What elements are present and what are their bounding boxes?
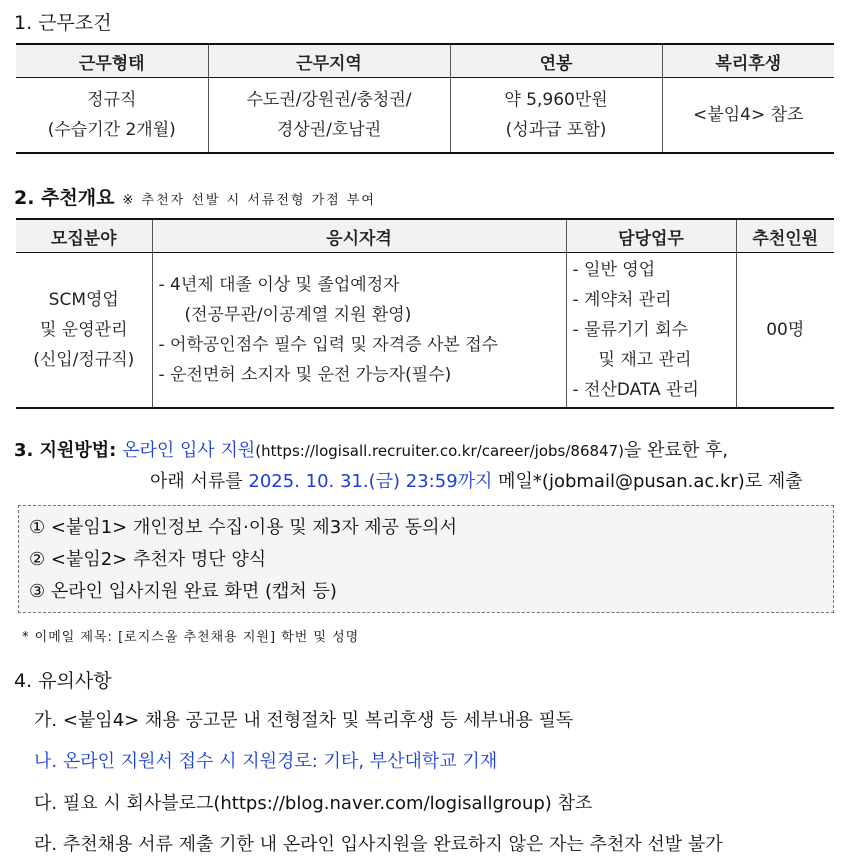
header-qualification: 응시자격 [152,219,566,253]
cell-field [16,253,152,409]
duty-item: - 전산DATA 관리 [572,380,699,400]
section3-label: 3. 지원방법: [14,440,117,461]
email-subject-footnote: * 이메일 제목: [로지스올 추천채용 지원] 학번 및 성명 [22,630,360,645]
cell-duties [566,253,736,409]
notice-item: 라. 추천채용 서류 제출 기한 내 온라인 입사지원을 완료하지 않은 자는 추천자 선발 불가 [34,834,723,855]
after-url-text: 을 완료한 후, [623,440,729,461]
notice-item-highlight: 나. 온라인 지원서 접수 시 지원경로: 기타, 부산대학교 기재 [34,751,498,772]
document-item: ① <붙임1> 개인정보 수집·이용 및 제3자 제공 동의서 [29,517,457,538]
document-item: ② <붙임2> 추천자 명단 양식 [29,549,267,570]
cell-welfare: <붙임4> 참조 [662,78,834,154]
recommendation-table [16,218,834,409]
header-field: 모집분야 [16,219,152,253]
field-line1: SCM영업 [48,290,119,310]
duty-item: - 물류기기 회수 [572,320,688,340]
cell-work-type [16,78,208,154]
duty-item: - 일반 영업 [572,260,656,280]
document-item: ③ 온라인 입사지원 완료 화면 (캡처 등) [29,581,337,602]
section3-line1 [14,436,728,466]
work-type-line2: (수습기간 2개월) [47,120,176,140]
header-duties: 담당업무 [566,219,736,253]
deadline-text: 2025. 10. 31.(금) 23:59까지 [248,471,493,492]
field-line3: (신입/정규직) [33,350,135,370]
notice-item: 다. 필요 시 회사블로그(https://blog.naver.com/logisallgroup) 참조 [34,793,593,814]
salary-line1: 약 5,960만원 [504,90,608,110]
online-apply-text: 온라인 입사 지원 [122,440,256,461]
section2-note: ※ 추천자 선발 시 서류전형 가점 부여 [122,193,376,208]
cell-count: 00명 [736,253,834,409]
qualification-item: - 4년제 대졸 이상 및 졸업예정자 [158,275,400,295]
section4-title: 4. 유의사항 [14,670,112,692]
duty-item: - 계약처 관리 [572,290,672,310]
work-conditions-table [16,43,834,154]
line2-prefix: 아래 서류를 [150,471,249,492]
header-welfare: 복리후생 [662,44,834,78]
field-line2: 및 운영관리 [39,320,128,340]
section2-title-row [14,183,376,210]
header-work-region: 근무지역 [208,44,450,78]
line2-suffix: 메일*(jobmail@pusan.ac.kr)로 제출 [492,471,803,492]
qualification-item: - 운전면허 소지자 및 운전 가능자(필수) [158,365,452,385]
region-line2: 경상권/호남권 [276,120,382,140]
qualification-item: (전공무관/이공계열 지원 환영) [184,305,412,325]
notice-item: 가. <붙임4> 채용 공고문 내 전형절차 및 복리후생 등 세부내용 필독 [34,710,574,731]
region-line1: 수도권/강원권/충청권/ [246,90,412,110]
section2-title: 2. 추천개요 [14,187,115,209]
header-count: 추천인원 [736,219,834,253]
header-salary: 연봉 [450,44,662,78]
duty-item: 및 재고 관리 [598,350,692,370]
salary-line2: (성과급 포함) [505,120,607,140]
cell-salary [450,78,662,154]
cell-work-region [208,78,450,154]
header-work-type: 근무형태 [16,44,208,78]
section3-line2 [150,468,803,496]
section1-title: 1. 근무조건 [14,12,112,34]
qualification-item: - 어학공인점수 필수 입력 및 자격증 사본 접수 [158,335,499,355]
required-documents-box [18,505,834,613]
work-type-line1: 정규직 [87,90,137,110]
cell-qualifications [152,253,566,409]
apply-url[interactable]: (https://logisall.recruiter.co.kr/career/jobs/86847) [255,442,624,460]
